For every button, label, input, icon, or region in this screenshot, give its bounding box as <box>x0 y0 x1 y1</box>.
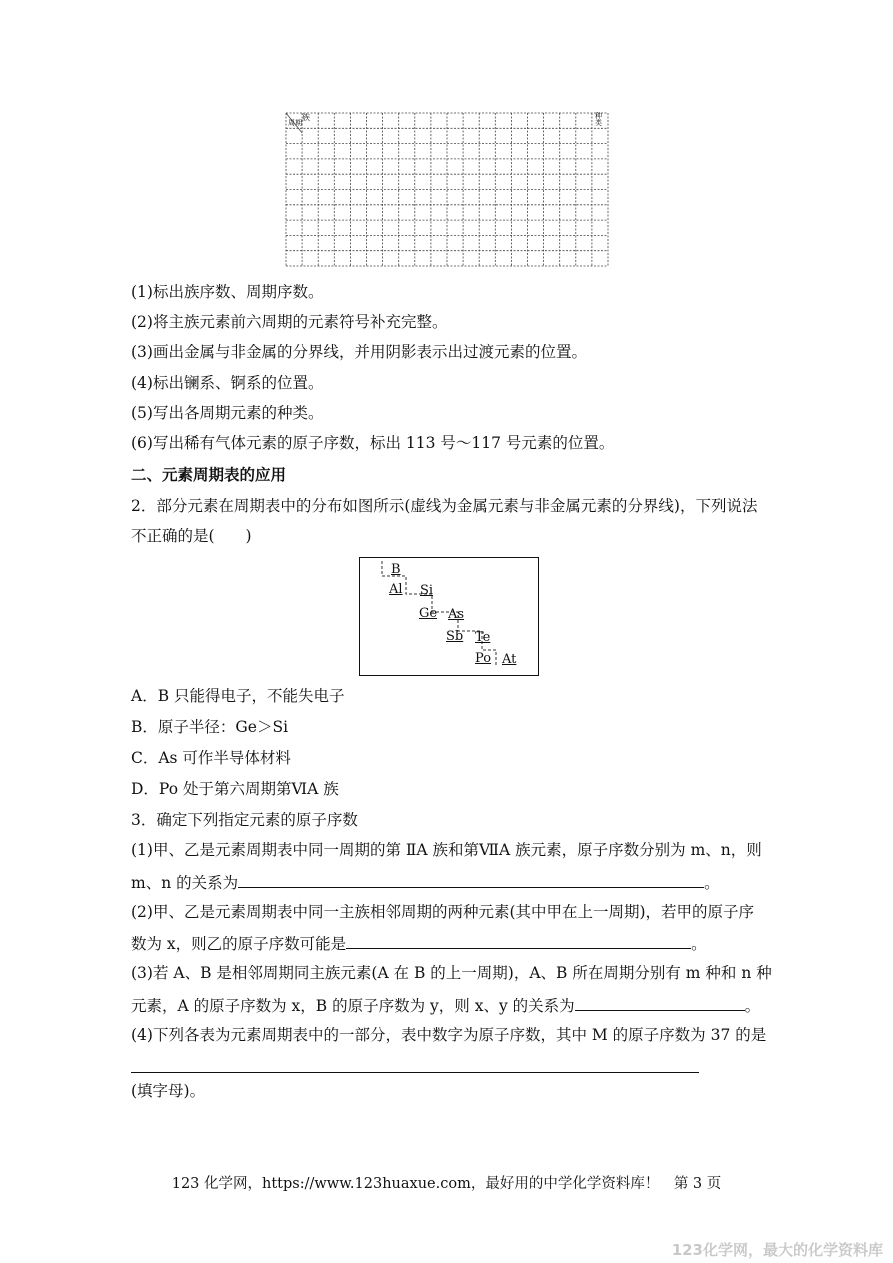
q3-part3-answer-blank[interactable] <box>575 995 745 1011</box>
q2-option-c: C．As 可作半导体材料 <box>131 749 291 767</box>
grid-header-zhonglei: 种类 <box>595 112 602 127</box>
q3-part3-line1: (3)若 A、B 是相邻周期同主族元素(A 在 B 的上一周期)，A、B 所在周期分别有 m 种和 n 种 <box>131 964 772 982</box>
q3-part2-line1: (2)甲、乙是元素周期表中同一主族相邻周期的两种元素(其中甲在上一周期)，若甲的原子序 <box>131 903 755 921</box>
q3-part2-suffix: 。 <box>691 935 707 953</box>
q3-part4-line1: (4)下列各表为元素周期表中的一部分，表中数字为原子序数，其中 M 的原子序数为 37 的是 <box>131 1026 767 1044</box>
grid-header-zhouqi: 周期 <box>288 119 302 127</box>
element-si: Si <box>420 583 434 598</box>
element-b: B <box>391 562 401 577</box>
task-3: (3)画出金属与非金属的分界线，并用阴影表示出过渡元素的位置。 <box>131 343 587 361</box>
q3-part1-suffix: 。 <box>704 874 720 892</box>
element-po: Po <box>475 651 492 666</box>
q3-part2-prefix: 数为 x，则乙的原子序数可能是 <box>131 935 347 953</box>
element-te: Te <box>475 630 491 645</box>
q3-part1-answer-blank[interactable] <box>238 872 704 888</box>
element-staircase-figure <box>359 557 539 676</box>
q3-part4-line3: (填字母)。 <box>131 1082 206 1100</box>
q3-title: 3．确定下列指定元素的原子序数 <box>131 811 358 829</box>
blank-periodic-table-grid <box>285 112 609 267</box>
q3-part3-line2 <box>131 995 760 1016</box>
section-2-title: 二、元素周期表的应用 <box>131 466 287 484</box>
element-at: At <box>502 652 517 667</box>
element-as: As <box>448 607 465 622</box>
task-2: (2)将主族元素前六周期的元素符号补充完整。 <box>131 313 448 331</box>
task-1: (1)标出族序数、周期序数。 <box>131 283 324 301</box>
q2-stem-line2: 不正确的是( ) <box>131 527 252 545</box>
grid-lines <box>285 112 609 267</box>
task-4: (4)标出镧系、锕系的位置。 <box>131 374 324 392</box>
q2-option-b: B．原子半径：Ge＞Si <box>131 718 289 736</box>
element-al: Al <box>389 582 403 597</box>
q3-part4-answer-blank[interactable] <box>131 1072 699 1073</box>
q3-part1-line2 <box>131 872 720 893</box>
q3-part2-line2 <box>131 933 707 954</box>
watermark: 123化学网，最大的化学资料库 <box>671 1241 883 1259</box>
q2-option-a: A．B 只能得电子，不能失电子 <box>131 687 345 705</box>
element-ge: Ge <box>419 606 438 621</box>
task-6: (6)写出稀有气体元素的原子序数，标出 113 号～117 号元素的位置。 <box>131 434 615 452</box>
grid-header-zu: 族 <box>302 113 310 122</box>
q3-part1-prefix: m、n 的关系为 <box>131 874 239 892</box>
q3-part3-prefix: 元素，A 的原子序数为 x，B 的原子序数为 y，则 x、y 的关系为 <box>131 997 575 1015</box>
q3-part3-suffix: 。 <box>744 997 761 1015</box>
q2-option-d: D．Po 处于第六周期第ⅥA 族 <box>131 780 339 798</box>
q3-part2-answer-blank[interactable] <box>346 933 691 949</box>
element-sb: Sb <box>446 629 464 644</box>
page-footer: 123 化学网，https://www.123huaxue.com，最好用的中学化学资料库！ 第 3 页 <box>171 1176 722 1192</box>
q3-part1-line1: (1)甲、乙是元素周期表中同一周期的第 ⅡA 族和第ⅦA 族元素，原子序数分别为 m、n，则 <box>131 841 762 859</box>
q2-stem-line1: 2．部分元素在周期表中的分布如图所示(虚线为金属元素与非金属元素的分界线)，下列说法 <box>131 497 758 515</box>
task-5: (5)写出各周期元素的种类。 <box>131 404 324 422</box>
